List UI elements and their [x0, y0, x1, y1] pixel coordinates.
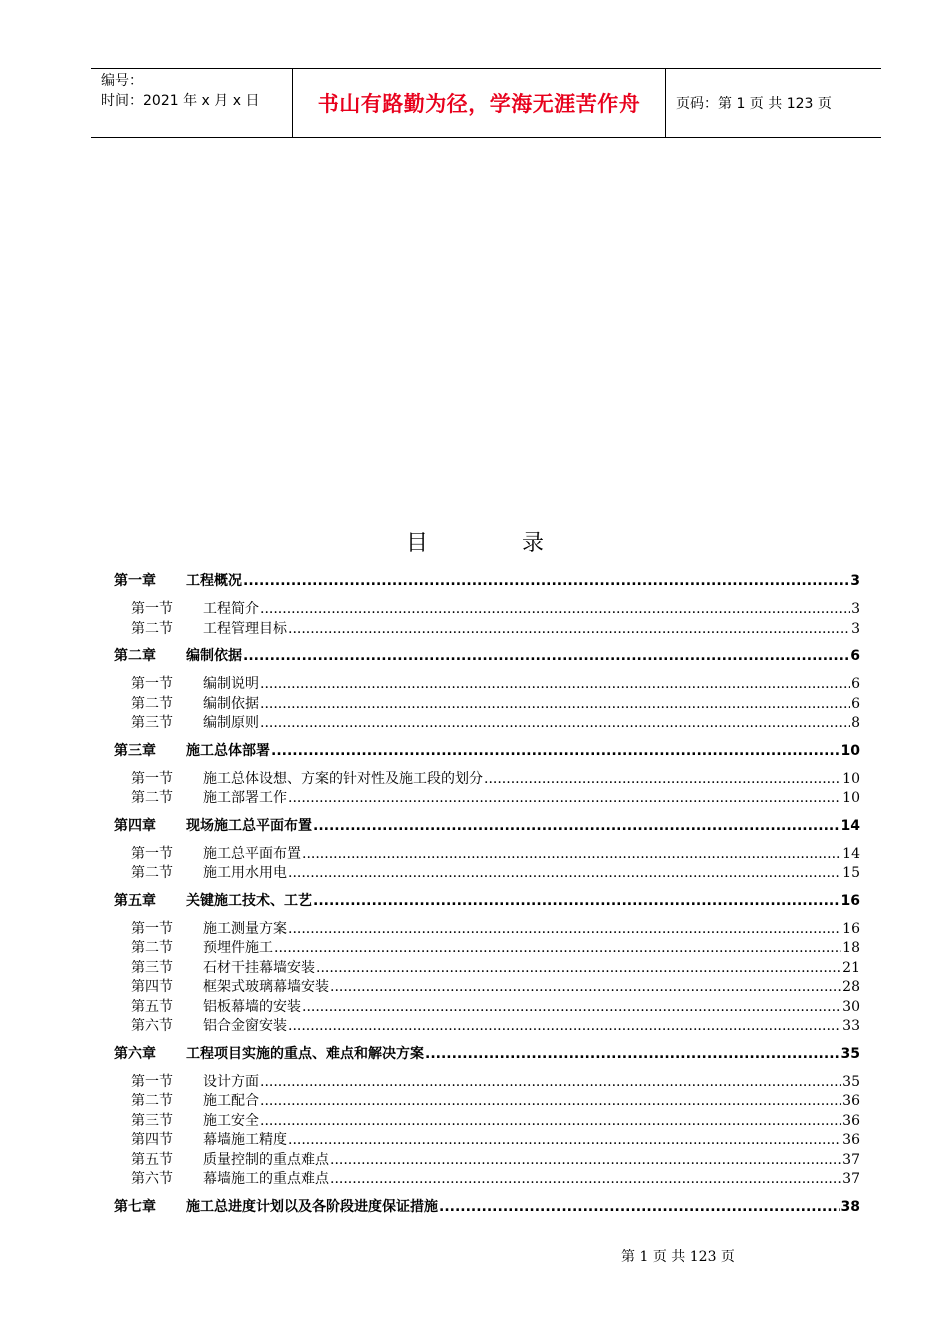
dot-leader — [288, 921, 841, 937]
section-title: 质量控制的重点难点 — [203, 1151, 329, 1168]
dot-leader — [271, 743, 840, 759]
dot-leader — [243, 648, 849, 664]
section-number: 第一节 — [131, 676, 173, 692]
section-title: 铝板幕墙的安装 — [203, 998, 301, 1015]
dot-leader — [330, 1152, 841, 1168]
section-number: 第二节 — [131, 695, 173, 712]
section-title: 编制说明 — [203, 676, 259, 692]
section-number: 第二节 — [131, 1093, 173, 1109]
toc-chapter-row[interactable] — [114, 1196, 860, 1216]
toc-section-row[interactable] — [114, 787, 860, 807]
section-number: 第一节 — [131, 920, 173, 937]
page-header — [91, 68, 881, 138]
toc-section-row[interactable] — [114, 693, 860, 713]
section-number: 第一节 — [131, 770, 173, 787]
section-title: 设计方面 — [203, 1073, 259, 1090]
chapter-number: 第二章 — [114, 648, 156, 664]
section-page: 14 — [842, 845, 860, 862]
toc-section-row[interactable] — [114, 996, 860, 1016]
toc-section-row[interactable] — [114, 918, 860, 938]
dot-leader — [302, 999, 841, 1015]
toc-chapter-row[interactable] — [114, 890, 860, 910]
section-page: 6 — [851, 676, 860, 692]
section-page: 28 — [842, 979, 860, 995]
dot-leader — [439, 1199, 840, 1215]
dot-leader — [288, 865, 841, 881]
dot-leader — [260, 601, 850, 617]
chapter-page: 14 — [840, 817, 860, 834]
toc-section-row[interactable] — [114, 1071, 860, 1091]
section-title: 施工总平面布置 — [203, 845, 301, 862]
section-title: 施工用水用电 — [203, 865, 287, 881]
section-page: 37 — [842, 1151, 860, 1168]
toc-section-row[interactable] — [114, 843, 860, 863]
toc-section-row[interactable] — [114, 598, 860, 618]
toc-title — [0, 526, 950, 557]
dot-leader — [260, 715, 850, 731]
toc-chapter-row[interactable] — [114, 815, 860, 835]
dot-leader — [330, 1171, 841, 1187]
section-title: 框架式玻璃幕墙安装 — [203, 979, 329, 995]
section-title: 施工测量方案 — [203, 920, 287, 937]
section-number: 第四节 — [131, 1132, 173, 1148]
dot-leader — [260, 676, 850, 692]
section-number: 第六节 — [131, 1018, 173, 1034]
section-title: 幕墙施工的重点难点 — [203, 1171, 329, 1187]
section-title: 幕墙施工精度 — [203, 1132, 287, 1148]
section-number: 第三节 — [131, 959, 173, 976]
section-number: 第三节 — [131, 1112, 173, 1129]
section-title: 施工安全 — [203, 1112, 259, 1129]
toc-section-row[interactable] — [114, 673, 860, 693]
section-page: 3 — [851, 620, 860, 637]
dot-leader — [302, 846, 841, 862]
section-page: 35 — [842, 1073, 860, 1090]
toc-section-row[interactable] — [114, 862, 860, 882]
section-number: 第二节 — [131, 865, 173, 881]
section-page: 30 — [842, 998, 860, 1015]
section-title: 工程管理目标 — [203, 620, 287, 637]
chapter-number: 第六章 — [114, 1045, 156, 1062]
toc-title-right: 录 — [522, 531, 545, 556]
dot-leader — [288, 1018, 841, 1034]
section-page: 10 — [842, 790, 860, 806]
section-number: 第五节 — [131, 1151, 173, 1168]
toc-section-row[interactable] — [114, 976, 860, 996]
toc-chapter-row[interactable] — [114, 570, 860, 590]
dot-leader — [260, 696, 850, 712]
toc-chapter-row[interactable] — [114, 645, 860, 665]
section-title: 施工总体设想、方案的针对性及施工段的划分 — [203, 770, 483, 787]
section-page: 16 — [842, 920, 860, 937]
document-date: 时间：2021 年 x 月 x 日 — [101, 93, 260, 109]
section-page: 18 — [842, 940, 860, 956]
toc-chapter-row[interactable] — [114, 1043, 860, 1063]
section-page: 21 — [842, 959, 860, 976]
section-number: 第四节 — [131, 979, 173, 995]
chapter-number: 第三章 — [114, 742, 156, 759]
chapter-title: 编制依据 — [186, 648, 242, 664]
section-number: 第一节 — [131, 1073, 173, 1090]
dot-leader — [274, 940, 841, 956]
dot-leader — [243, 573, 849, 589]
chapter-title: 关键施工技术、工艺 — [186, 892, 312, 909]
table-of-contents — [114, 562, 860, 1224]
header-motto: 书山有路勤为径，学海无涯苦作舟 — [293, 69, 666, 137]
dot-leader — [260, 1074, 841, 1090]
chapter-page: 35 — [840, 1045, 860, 1062]
chapter-number: 第一章 — [114, 573, 156, 589]
section-page: 33 — [842, 1018, 860, 1034]
toc-section-row[interactable] — [114, 957, 860, 977]
toc-section-row[interactable] — [114, 768, 860, 788]
toc-section-row[interactable] — [114, 1129, 860, 1149]
section-title: 施工配合 — [203, 1093, 259, 1109]
toc-section-row[interactable] — [114, 1090, 860, 1110]
chapter-title: 施工总进度计划以及各阶段进度保证措施 — [186, 1198, 438, 1215]
dot-leader — [260, 1113, 841, 1129]
section-title: 工程简介 — [203, 601, 259, 617]
section-number: 第二节 — [131, 940, 173, 956]
section-page: 8 — [851, 715, 860, 731]
dot-leader — [260, 1093, 841, 1109]
section-page: 36 — [842, 1093, 860, 1109]
section-title: 编制依据 — [203, 695, 259, 712]
section-page: 10 — [842, 770, 860, 787]
section-number: 第二节 — [131, 620, 173, 637]
dot-leader — [425, 1046, 840, 1062]
section-title: 预埋件施工 — [203, 940, 273, 956]
dot-leader — [316, 960, 841, 976]
dot-leader — [313, 893, 840, 909]
dot-leader — [313, 818, 840, 834]
section-number: 第六节 — [131, 1171, 173, 1187]
toc-section-row[interactable] — [114, 937, 860, 957]
section-number: 第五节 — [131, 998, 173, 1015]
dot-leader — [288, 790, 841, 806]
section-title: 编制原则 — [203, 715, 259, 731]
section-title: 石材干挂幕墙安装 — [203, 959, 315, 976]
chapter-number: 第四章 — [114, 817, 156, 834]
section-page: 15 — [842, 865, 860, 881]
chapter-page: 16 — [840, 892, 860, 909]
page-footer: 第 1 页 共 123 页 — [621, 1249, 735, 1265]
chapter-page: 38 — [840, 1198, 860, 1215]
chapter-number: 第五章 — [114, 892, 156, 909]
section-title: 施工部署工作 — [203, 790, 287, 806]
chapter-title: 工程项目实施的重点、难点和解决方案 — [186, 1045, 424, 1062]
section-page: 36 — [842, 1132, 860, 1148]
toc-chapter-row[interactable] — [114, 740, 860, 760]
toc-section-row[interactable] — [114, 1015, 860, 1035]
dot-leader — [288, 1132, 841, 1148]
chapter-title: 现场施工总平面布置 — [186, 817, 312, 834]
document-number-label: 编号： — [101, 73, 143, 89]
dot-leader — [288, 621, 850, 637]
header-info — [91, 69, 293, 137]
chapter-page: 3 — [850, 573, 860, 589]
toc-section-row[interactable] — [114, 1168, 860, 1188]
dot-leader — [330, 979, 841, 995]
section-title: 铝合金窗安装 — [203, 1018, 287, 1034]
chapter-page: 10 — [840, 742, 860, 759]
section-page: 3 — [851, 601, 860, 617]
chapter-number: 第七章 — [114, 1198, 156, 1215]
chapter-title: 工程概况 — [186, 573, 242, 589]
header-page-info: 页码：第 1 页 共 123 页 — [676, 96, 832, 112]
toc-section-row[interactable] — [114, 1110, 860, 1130]
chapter-title: 施工总体部署 — [186, 742, 270, 759]
toc-section-row[interactable] — [114, 712, 860, 732]
toc-title-left: 目 — [405, 531, 428, 556]
section-page: 36 — [842, 1112, 860, 1129]
dot-leader — [484, 771, 841, 787]
toc-section-row[interactable] — [114, 618, 860, 638]
chapter-page: 6 — [850, 648, 860, 664]
section-number: 第三节 — [131, 715, 173, 731]
section-number: 第二节 — [131, 790, 173, 806]
section-page: 37 — [842, 1171, 860, 1187]
section-number: 第一节 — [131, 601, 173, 617]
toc-section-row[interactable] — [114, 1149, 860, 1169]
section-number: 第一节 — [131, 845, 173, 862]
section-page: 6 — [851, 695, 860, 712]
